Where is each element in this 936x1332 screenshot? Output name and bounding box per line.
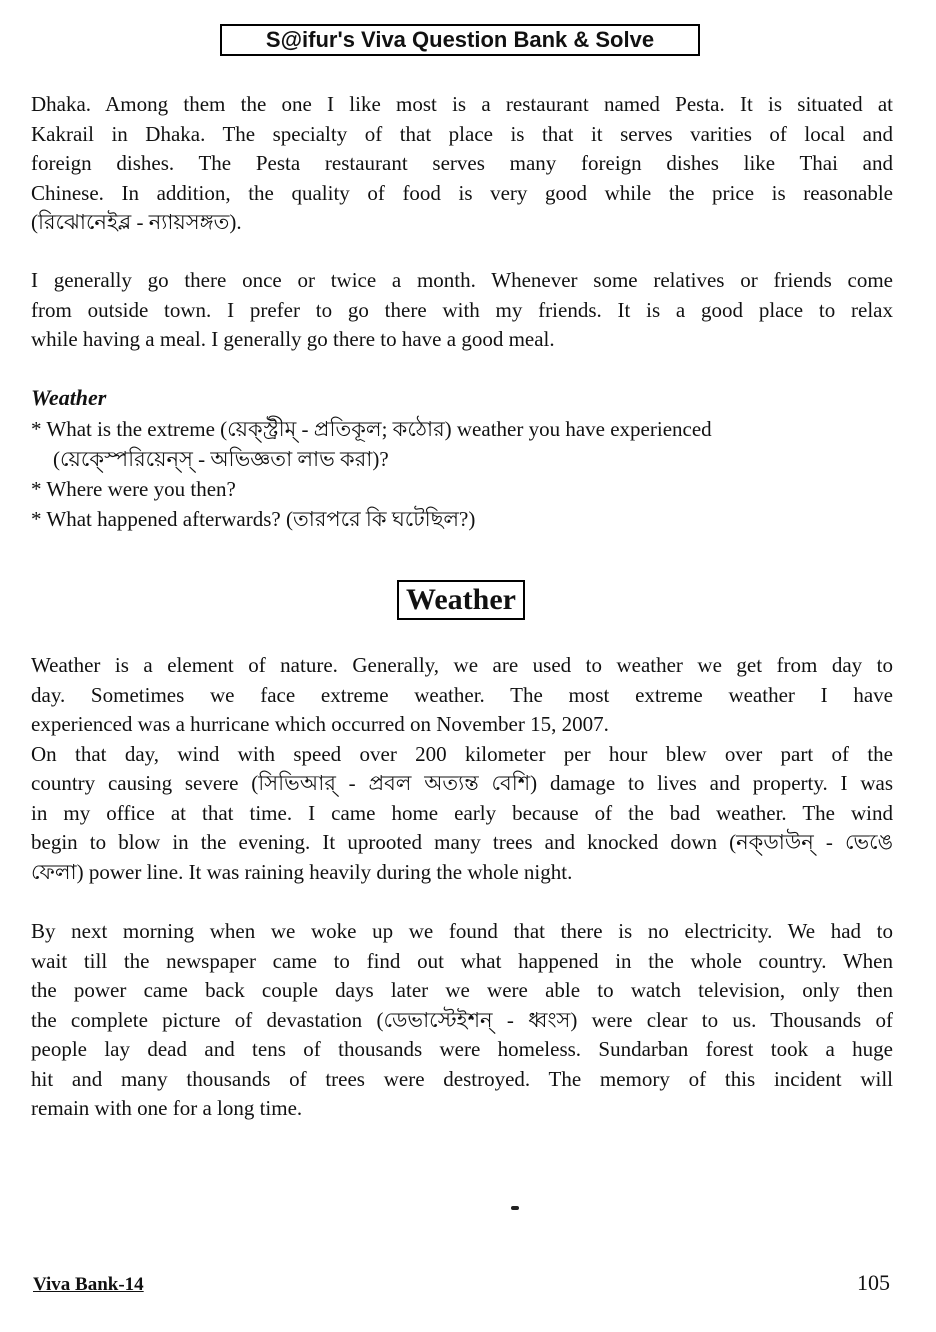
text-line: Kakrail in Dhaka. The specialty of that place is that it serves varities of local and: [31, 121, 893, 146]
paragraph-restaurant: [31, 90, 893, 238]
paragraph-visits: [31, 266, 893, 355]
paragraph-hurricane: [31, 651, 893, 887]
text-line: remain with one for a long time.: [31, 1096, 303, 1120]
text-line: people lay dead and tens of thousands were homeless. Sundarban forest took a huge: [31, 1037, 893, 1061]
text-line: day. Sometimes we face extreme weather. The most extreme weather I have: [31, 682, 893, 707]
print-speck: [511, 1206, 519, 1210]
text-line: in my office at that time. I came home early because of the bad weather. The wind: [31, 800, 893, 825]
questions-heading: Weather: [31, 385, 107, 410]
question-list: [31, 415, 891, 535]
text-line: ফেলা) power line. It was raining heavily during the whole night.: [31, 859, 573, 884]
text-line: while having a meal. I generally go there to have a good meal.: [31, 327, 555, 351]
text-line: By next morning when we woke up we found that there is no electricity. We had to: [31, 919, 893, 943]
text-line: On that day, wind with speed over 200 kilometer per hour blew over part of the: [31, 741, 893, 766]
text-line: foreign dishes. The Pesta restaurant serves many foreign dishes like Thai and: [31, 151, 893, 175]
question-item: * What is the extreme (য়েক্স্ট্রীম্ - প্রতিকূল; কঠোর) weather you have experienced: [31, 417, 712, 441]
text-line: Dhaka. Among them the one I like most is a restaurant named Pesta. It is situated at: [31, 92, 893, 116]
text-line: hit and many thousands of trees were destroyed. The memory of this incident will: [31, 1066, 893, 1091]
page-header-title: S@ifur's Viva Question Bank & Solve: [220, 24, 700, 56]
text-line: Chinese. In addition, the quality of food is very good while the price is reasonable: [31, 180, 893, 205]
page-number: 105: [857, 1270, 890, 1295]
text-line: begin to blow in the evening. It uprooted many trees and knocked down (নক্ডাউন্ - ভেঙে: [31, 830, 893, 854]
question-item-continuation: (য়েক্স্পেরিয়েন্স্ - অভিজ্ঞতা লাভ করা)?: [53, 447, 389, 471]
question-item: * What happened afterwards? (তারপরে কি ঘটেছিল?): [31, 507, 476, 531]
footer-book-label: Viva Bank-14: [33, 1274, 144, 1295]
text-line: the power came back couple days later we were able to watch television, only then: [31, 978, 893, 1002]
text-line: experienced was a hurricane which occurred on November 15, 2007.: [31, 712, 609, 736]
text-line: wait till the newspaper came to find out what happened in the whole country. When: [31, 948, 893, 973]
text-line: country causing severe (সিভিআর্ - প্রবল অত্যন্ত বেশি) damage to lives and property. I was: [31, 771, 893, 795]
section-title: Weather: [397, 580, 525, 620]
text-line: Weather is a element of nature. Generally, we are used to weather we get from day to: [31, 653, 893, 677]
text-line: the complete picture of devastation (ডেভাস্টেইশন্ - ধ্বংস) were clear to us. Thousands of: [31, 1007, 893, 1032]
text-line: I generally go there once or twice a month. Whenever some relatives or friends come: [31, 268, 893, 292]
paragraph-aftermath: [31, 917, 893, 1124]
text-line: (রিঝোনেইব্ল - ন্যায়সঙ্গত).: [31, 210, 242, 234]
text-line: from outside town. I prefer to go there with my friends. It is a good place to relax: [31, 297, 893, 322]
question-item: * Where were you then?: [31, 477, 236, 501]
